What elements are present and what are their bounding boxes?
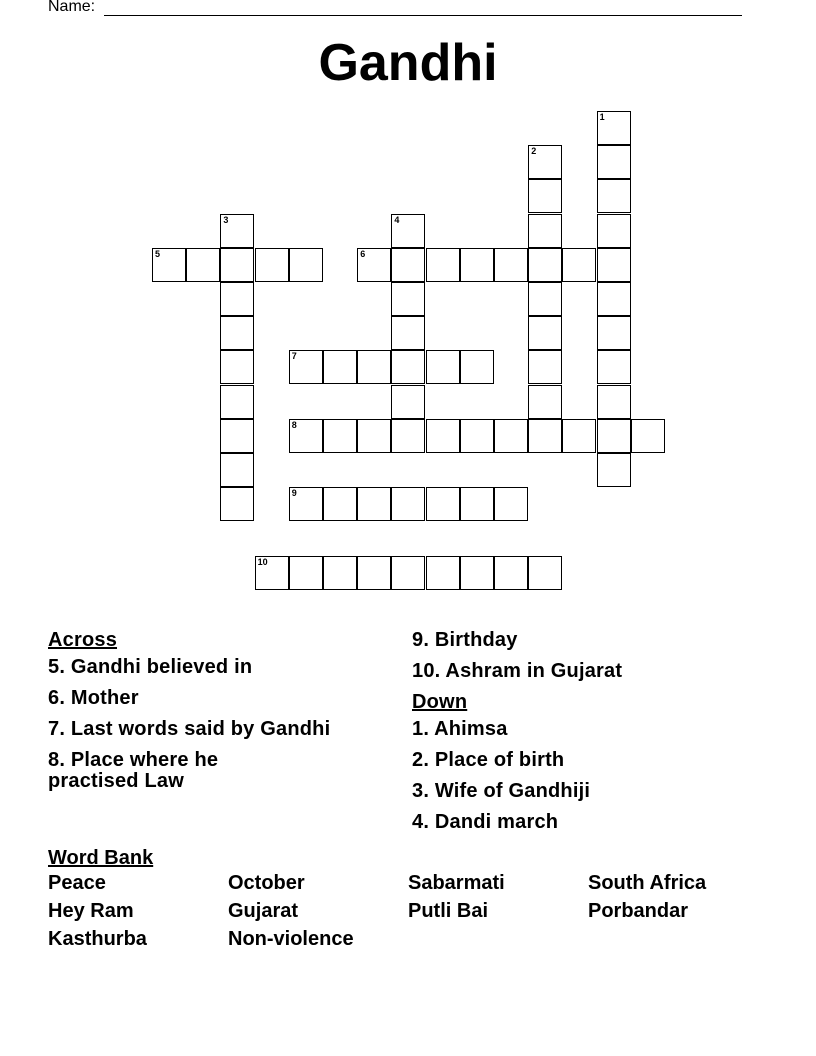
crossword-cell[interactable] [597, 145, 631, 179]
name-label: Name: [48, 0, 96, 15]
word-bank [48, 846, 788, 951]
crossword-cell[interactable] [528, 350, 562, 384]
crossword-cell[interactable] [220, 316, 254, 350]
crossword-cell[interactable] [460, 487, 494, 521]
crossword-cell[interactable] [494, 248, 528, 282]
crossword-cell[interactable] [391, 487, 425, 521]
crossword-cell[interactable] [220, 214, 254, 248]
crossword-cell[interactable] [528, 316, 562, 350]
crossword-cell[interactable] [391, 214, 425, 248]
word-bank-list [48, 872, 788, 951]
clue-number: 3 [223, 214, 229, 225]
crossword-cell[interactable] [220, 385, 254, 419]
crossword-cell[interactable] [597, 453, 631, 487]
crossword-cell[interactable] [528, 556, 562, 590]
crossword-cell[interactable] [255, 556, 289, 590]
clue-down-4: 4. Dandi march [412, 811, 559, 833]
crossword-cell[interactable] [357, 419, 391, 453]
crossword-cell[interactable] [597, 248, 631, 282]
crossword-cell[interactable] [597, 111, 631, 145]
crossword-cell[interactable] [528, 385, 562, 419]
crossword-cell[interactable] [597, 419, 631, 453]
crossword-cell[interactable] [631, 419, 665, 453]
clue-across-5: 5. Gandhi believed in [48, 656, 253, 678]
crossword-cell[interactable] [289, 419, 323, 453]
crossword-cell[interactable] [323, 419, 357, 453]
clue-across-10: 10. Ashram in Gujarat [412, 660, 623, 682]
clues-left-column [48, 630, 378, 802]
page-title: Gandhi [318, 34, 498, 92]
crossword-cell[interactable] [220, 487, 254, 521]
crossword-cell[interactable] [494, 487, 528, 521]
crossword-cell[interactable] [460, 419, 494, 453]
word-bank-item: South Africa [588, 872, 707, 894]
crossword-cell[interactable] [426, 248, 460, 282]
crossword-cell[interactable] [220, 282, 254, 316]
crossword-cell[interactable] [289, 556, 323, 590]
clue-down-3: 3. Wife of Gandhiji [412, 780, 591, 802]
crossword-cell[interactable] [426, 419, 460, 453]
word-bank-item: Hey Ram [48, 900, 134, 922]
down-heading: Down [412, 691, 468, 713]
clue-number: 10 [257, 556, 268, 567]
crossword-cell[interactable] [597, 316, 631, 350]
crossword-cell[interactable] [597, 179, 631, 213]
clues-right-column [412, 630, 792, 843]
crossword-cell[interactable] [597, 214, 631, 248]
crossword-cell[interactable] [426, 556, 460, 590]
clue-number: 6 [360, 248, 366, 259]
crossword-cell[interactable] [357, 487, 391, 521]
crossword-cell[interactable] [528, 282, 562, 316]
crossword-cell[interactable] [323, 556, 357, 590]
crossword-cell[interactable] [426, 487, 460, 521]
crossword-cell[interactable] [391, 419, 425, 453]
clue-number: 4 [394, 214, 400, 225]
clue-number: 8 [291, 419, 297, 430]
crossword-cell[interactable] [460, 556, 494, 590]
crossword-cell[interactable] [186, 248, 220, 282]
clue-down-1: 1. Ahimsa [412, 718, 508, 740]
clue-down-2: 2. Place of birth [412, 749, 565, 771]
crossword-cell[interactable] [528, 145, 562, 179]
crossword-cell[interactable] [220, 248, 254, 282]
crossword-cell[interactable] [152, 248, 186, 282]
crossword-cell[interactable] [391, 282, 425, 316]
crossword-cell[interactable] [528, 419, 562, 453]
clue-number: 5 [155, 248, 161, 259]
crossword-cell[interactable] [597, 385, 631, 419]
word-bank-item: Sabarmati [408, 872, 505, 894]
crossword-cell[interactable] [357, 350, 391, 384]
crossword-cell[interactable] [460, 350, 494, 384]
crossword-cell[interactable] [460, 248, 494, 282]
clue-number: 1 [599, 112, 605, 122]
across-heading: Across [48, 629, 118, 651]
clue-across-9: 9. Birthday [412, 629, 518, 651]
word-bank-heading: Word Bank [48, 847, 154, 869]
word-bank-item: Porbandar [588, 900, 689, 922]
crossword-cell[interactable] [597, 350, 631, 384]
crossword-cell[interactable] [220, 453, 254, 487]
clue-across-8: 8. Place where he practised Law [48, 749, 219, 792]
crossword-cell[interactable] [528, 248, 562, 282]
word-bank-item: Non-violence [228, 928, 354, 950]
crossword-cell[interactable] [562, 248, 596, 282]
word-bank-item: Peace [48, 872, 106, 894]
crossword-cell[interactable] [597, 282, 631, 316]
crossword-cell[interactable] [494, 556, 528, 590]
clue-across-6: 6. Mother [48, 687, 139, 709]
word-bank-item: Kasthurba [48, 928, 147, 950]
clue-across-7: 7. Last words said by Gandhi [48, 718, 331, 740]
crossword-cell[interactable] [426, 350, 460, 384]
crossword-cell[interactable] [289, 487, 323, 521]
clue-number: 9 [291, 488, 297, 499]
crossword-cell[interactable] [528, 214, 562, 248]
crossword-cell[interactable] [220, 419, 254, 453]
crossword-cell[interactable] [289, 248, 323, 282]
crossword-cell[interactable] [494, 419, 528, 453]
crossword-cell[interactable] [220, 350, 254, 384]
word-bank-item: October [228, 872, 305, 894]
crossword-cell[interactable] [391, 248, 425, 282]
crossword-cell[interactable] [391, 556, 425, 590]
crossword-cell[interactable] [323, 487, 357, 521]
crossword-cell[interactable] [255, 248, 289, 282]
crossword-cell[interactable] [357, 248, 391, 282]
clue-number: 7 [291, 351, 297, 362]
crossword-cell[interactable] [391, 316, 425, 350]
crossword-cell[interactable] [323, 350, 357, 384]
clue-number: 2 [531, 146, 537, 157]
crossword-cell[interactable] [528, 179, 562, 213]
crossword-cell[interactable] [289, 350, 323, 384]
crossword-cell[interactable] [562, 419, 596, 453]
crossword-cell[interactable] [391, 385, 425, 419]
crossword-cell[interactable] [391, 350, 425, 384]
word-bank-item: Gujarat [228, 900, 299, 922]
word-bank-item: Putli Bai [408, 900, 489, 922]
crossword-cell[interactable] [357, 556, 391, 590]
